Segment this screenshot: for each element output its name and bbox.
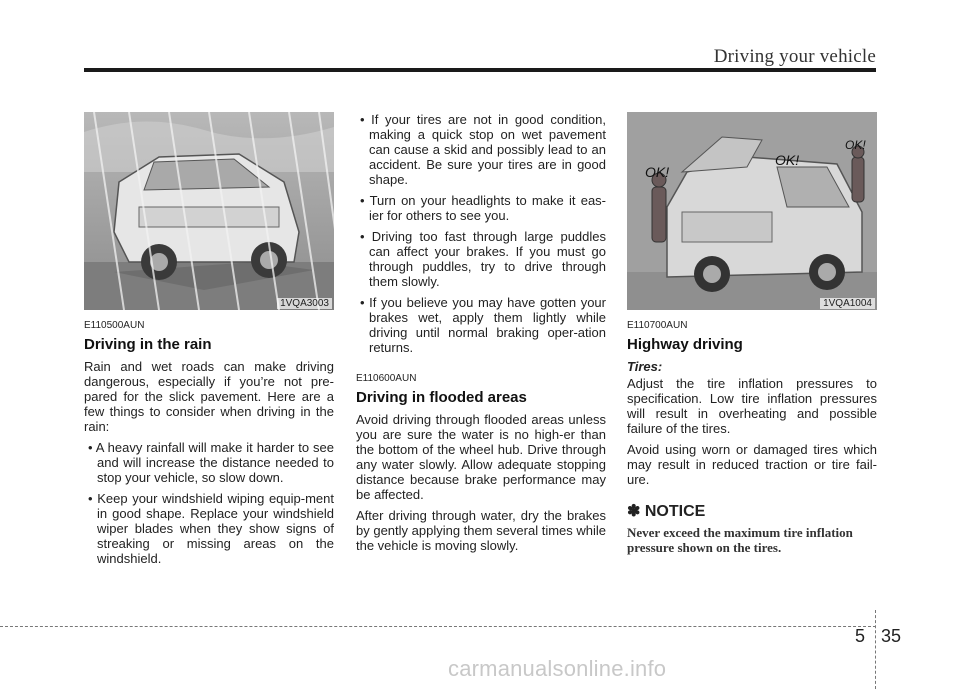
column-rain <box>84 112 334 572</box>
ok-label: OK! <box>845 138 866 152</box>
bullet-list <box>84 440 334 566</box>
paragraph: After driving through water, dry the brakes by gently applying them several times while the vehicle is moving slowly. <box>356 508 607 553</box>
paragraph: Avoid using worn or damaged tires which may result in reduced traction or tire fail-ure. <box>627 442 877 487</box>
footer-rule <box>0 626 876 627</box>
tire-check-illustration <box>627 112 877 310</box>
subheading: Tires: <box>627 359 663 374</box>
bullet-item: • A heavy rainfall will make it harder to see and will increase the distance needed to stop your vehicle, so slow down. <box>88 440 334 485</box>
bullet-item: • If your tires are not in good condition, making a quick stop on wet pavement can cause a skid and possibly lead to an accident. Be sure your tires are in good shape. <box>360 112 606 187</box>
figure-id-label: 1VQA1004 <box>820 298 875 309</box>
notice-body: Never exceed the maximum tire inflation pressure shown on the tires. <box>627 525 853 555</box>
paragraph: Adjust the tire inflation pressures to specification. Low tire inflation pressures will result in overheating and possible failure of the tires. <box>627 376 877 436</box>
section-heading: Highway driving <box>627 336 743 353</box>
section-code: E110700AUN <box>627 320 688 331</box>
footer-divider <box>875 610 876 689</box>
notice-heading: ✽ NOTICE <box>627 503 706 520</box>
watermark-text: carmanualsonline.info <box>448 656 667 681</box>
section-code: E110600AUN <box>356 373 417 384</box>
chapter-number: 5 <box>855 626 866 646</box>
bullet-list <box>356 112 606 355</box>
column-flooded <box>356 112 606 559</box>
intro-paragraph: Rain and wet roads can make driving dangerous, especially if you’re not pre-pared for the slick pavement. Here are a few things to consider when driving in the rain: <box>84 359 334 434</box>
paragraph: Avoid driving through flooded areas unless you are sure the water is no high-er than the bottom of the wheel hub. Drive through any water slowly. Allow adequate stopping distance because brake performance may be affected. <box>356 412 606 502</box>
section-heading: Driving in the rain <box>84 336 212 353</box>
bullet-item: • Driving too fast through large puddles can affect your brakes. If you must go through puddles, try to drive through them slowly. <box>360 229 606 289</box>
section-heading: Driving in flooded areas <box>356 389 527 406</box>
rain-car-image <box>84 112 334 310</box>
column-highway <box>627 112 877 555</box>
bullet-item: • Keep your windshield wiping equip-ment in good shape. Replace your windshield wiper blades when they show signs of streaking or missing areas on the windshield. <box>88 491 334 566</box>
rain-illustration <box>84 112 334 310</box>
bullet-item: • If you believe you may have gotten your brakes wet, apply them lightly while driving until normal braking oper-ation returns. <box>360 295 606 355</box>
page-number: 35 <box>881 626 902 646</box>
car-hood-image <box>627 112 877 310</box>
header-rule <box>84 68 876 72</box>
page-header-title: Driving your vehicle <box>713 46 876 67</box>
bullet-item: • Turn on your headlights to make it eas-ier for others to see you. <box>360 193 607 223</box>
ok-label: OK! <box>645 164 670 180</box>
figure-id-label: 1VQA3003 <box>277 298 332 309</box>
section-code: E110500AUN <box>84 320 145 331</box>
ok-label: OK! <box>775 152 800 168</box>
